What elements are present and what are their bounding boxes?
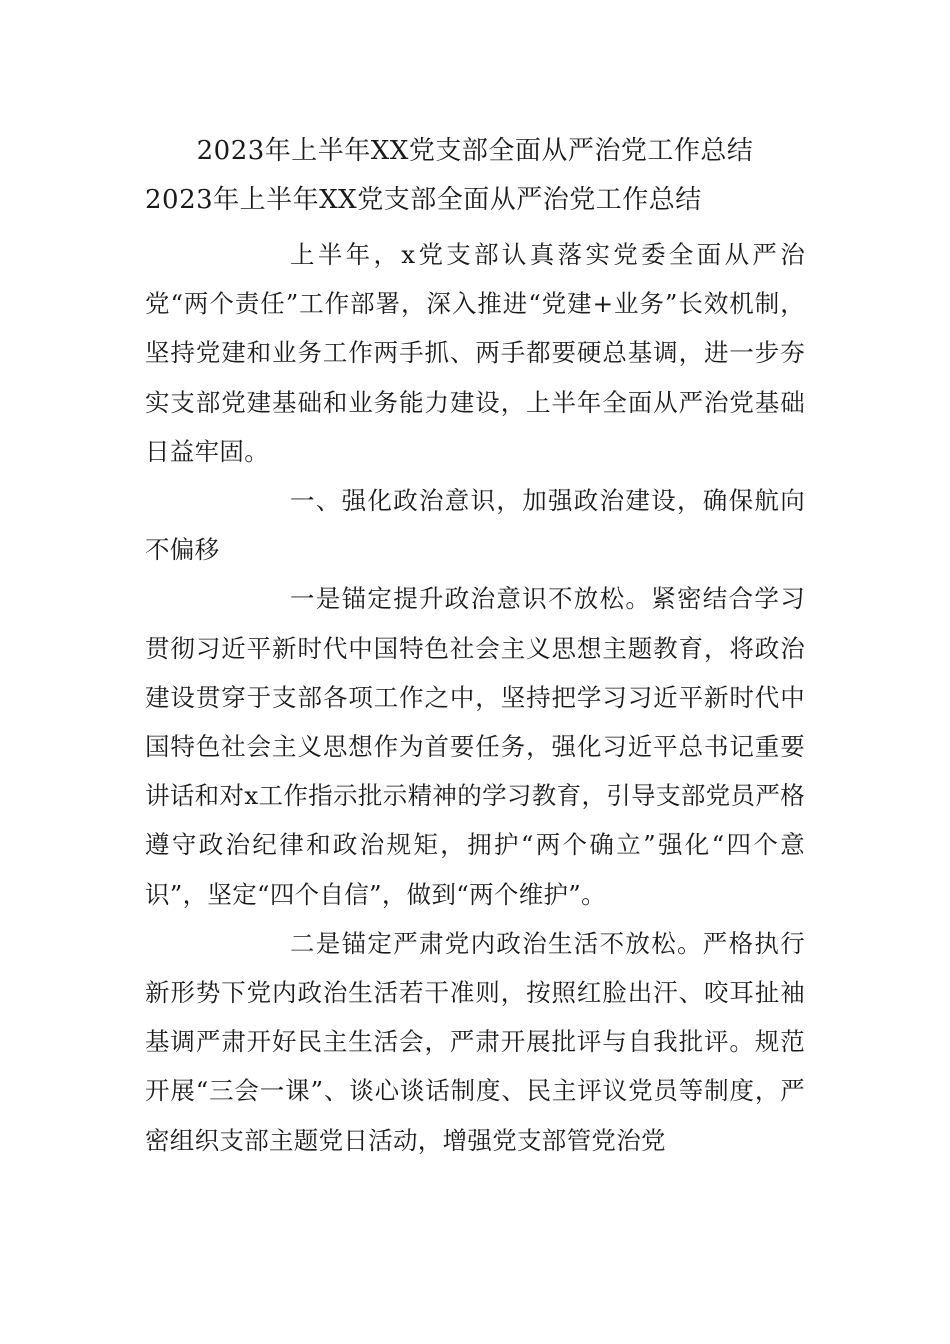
body-paragraph-2: 二是锚定严肃党内政治生活不放松。严格执行新形势下党内政治生活若干准则，按照红脸出汗、咬耳扯袖基调严肃开好民主生活会，严肃开展批评与自我批评。规范开展“三会一课”、谈心谈话制度、民主评议党员等制度，严密组织支部主题党日活动，增强党支部管党治党 <box>145 928 805 1155</box>
body-paragraph-1: 一是锚定提升政治意识不放松。紧密结合学习贯彻习近平新时代中国特色社会主义思想主题教育，将政治建设贯穿于支部各项工作之中，坚持把学习习近平新时代中国特色社会主义思想作为首要任务，强化习近平总书记重要讲话和对x工作指示批示精神的学习教育，引导支部党员严格遵守政治纪律和政治规矩，拥护“两个确立”强化“四个意识”，坚定“四个自信”，做到“两个维护”。 <box>145 584 805 909</box>
document-subtitle: 2023年上半年XX党支部全面从严治党工作总结 <box>145 185 702 215</box>
document-title: 2023年上半年XX党支部全面从严治党工作总结 <box>196 136 754 166</box>
section-heading-1: 一、强化政治意识，加强政治建设，确保航向不偏移 <box>145 486 805 565</box>
intro-paragraph: 上半年，x党支部认真落实党委全面从严治党“两个责任”工作部署，深入推进“党建+业务”长效机制，坚持党建和业务工作两手抓、两手都要硬总基调，进一步夯实支部党建基础和业务能力建设，上半年全面从严治党基础日益牢固。 <box>145 240 805 466</box>
document-body <box>145 230 805 1165</box>
